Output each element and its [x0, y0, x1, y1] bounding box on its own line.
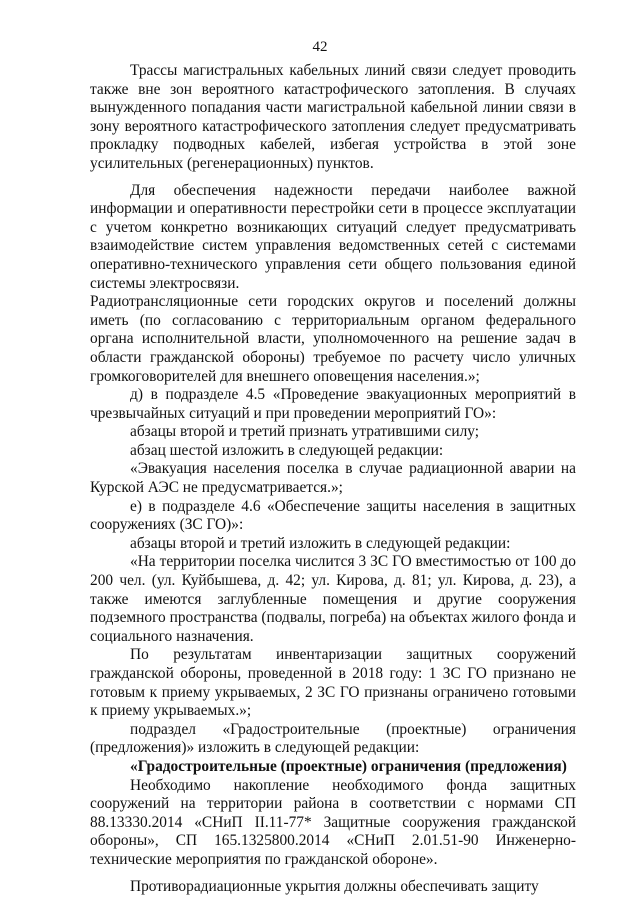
document-body — [90, 62, 576, 896]
paragraph-cable-lines: Трассы магистральных кабельных линий связи следует проводить также вне зон вероятного катастрофического затопления. В случаях вынужденного попадания части магистральной кабельной линии связи в зону вероятного катастрофического затопления следует предусматривать прокладку подводных кабелей, избегая устройства в этой зоне усилительных (регенерационных) пунктов. — [90, 62, 576, 172]
paragraph-paragraphs-void: абзацы второй и третий признать утратившими силу; — [130, 423, 480, 441]
paragraph-subsection-4-6: е) в подразделе 4.6 «Обеспечение защиты населения в защитных сооружениях (ЗС ГО)»: — [90, 497, 576, 534]
paragraph-evacuation-quote: «Эвакуация населения поселка в случае радиационной аварии на Курской АЭС не предусматривается.»; — [90, 460, 576, 497]
paragraph-urban-subsection: подраздел «Градостроительные (проектные) ограничения (предложения)» изложить в следующей редакции: — [90, 720, 576, 757]
heading-urban-restrictions: «Градостроительные (проектные) ограничения (предложения) — [130, 757, 567, 775]
paragraph-sixth-edit: абзац шестой изложить в следующей редакции: — [130, 441, 444, 459]
paragraph-radiation-shelters: Противорадиационные укрытия должны обеспечивать защиту — [130, 877, 539, 895]
paragraph-subsection-4-5: д) в подразделе 4.5 «Проведение эвакуационных мероприятий в чрезвычайных ситуаций и при проведении мероприятий ГО»: — [90, 386, 576, 422]
paragraph-shelter-fund: Необходимо накопление необходимого фонда защитных сооружений на территории района в соответствии с нормами СП 88.13330.2014 «СНиП II.11-77* Защитные сооружения гражданской обороны», СП 165.1325800.2014 «СНиП 2.01.51-90 Инженерно-технические мероприятия по гражданской обороне». — [90, 776, 576, 868]
paragraph-network-reliability: Для обеспечения надежности передачи наиболее важной информации и оперативности перестройки сети в процессе эксплуатации с учетом конкретно возникающих ситуаций следует предусматривать взаимодействие систем управления ведомственных сетей с системами оперативно-технического управления сети общего пользования единой системы электросвязи. — [90, 181, 576, 292]
paragraph-second-third-edit: абзацы второй и третий изложить в следующей редакции: — [130, 534, 511, 552]
page-number: 42 — [312, 39, 328, 55]
paragraph-inventory-results: По результатам инвентаризации защитных сооружений гражданской обороны, проведенной в 2018 году: 1 ЗС ГО признано не готовым к приему укрываемых, 2 ЗС ГО признаны ограничено готовыми к приему укрываемых.»; — [90, 646, 576, 720]
paragraph-radio-networks: Радиотрансляционные сети городских округов и поселений должны иметь (по согласованию с территориальным органом федерального органа исполнительной власти, уполномоченного на решение задач в области гражданской обороны) требуемое по расчету число уличных громкоговорителей для внешнего оповещения населения.»; — [90, 293, 576, 385]
paragraph-shelters-count: «На территории поселка числится 3 ЗС ГО вместимостью от 100 до 200 чел. (ул. Куйбышева, д. 42; ул. Кирова, д. 81; ул. Кирова, д. 23), а также имеются заглубленные помещения и другие сооружения подземного пространства (подвалы, погреба) на объектах жилого фонда и социального назначения. — [90, 553, 576, 645]
